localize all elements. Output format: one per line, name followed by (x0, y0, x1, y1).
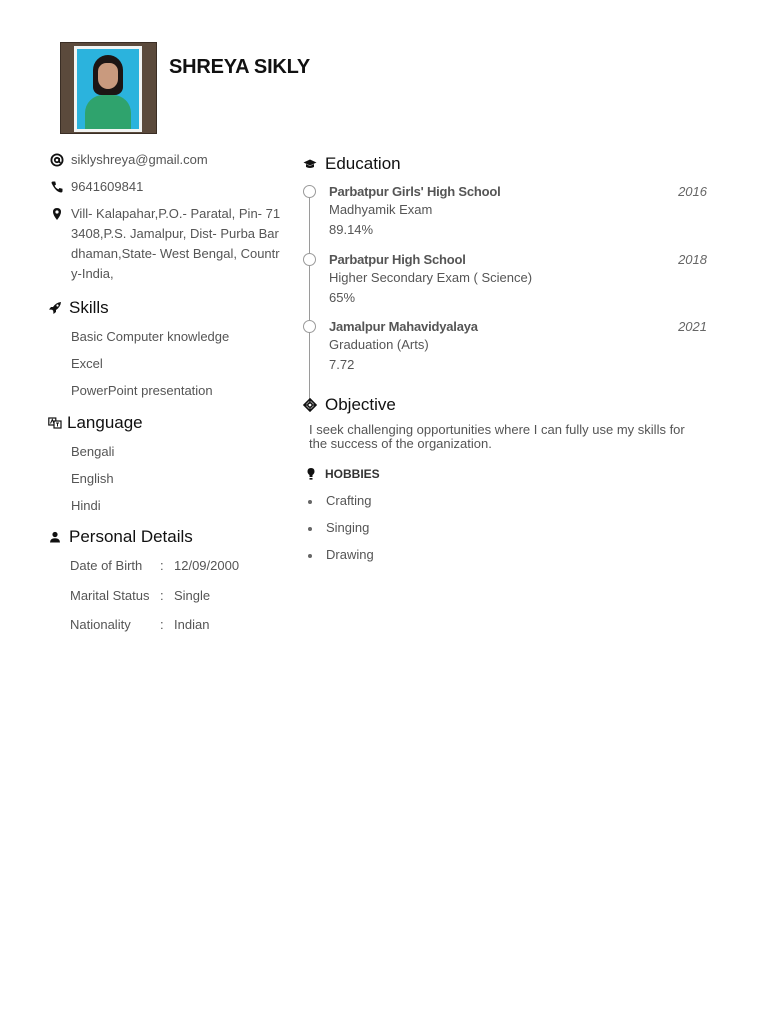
education-heading (303, 154, 713, 174)
hobby-item: Singing (303, 520, 713, 536)
hobbies-heading (303, 466, 713, 482)
exam-score: 65% (329, 289, 356, 305)
timeline-dot (303, 253, 316, 266)
pd-label: Date of Birth (70, 558, 143, 574)
personal-row-marital (70, 581, 288, 611)
pd-separator: : (160, 617, 164, 633)
pd-separator: : (160, 558, 164, 574)
profile-photo (60, 42, 157, 134)
photo-body (85, 95, 131, 129)
contact-phone (48, 177, 288, 197)
skills-title: Skills (69, 298, 109, 317)
school-name: Jamalpur Mahavidyalaya (329, 319, 478, 334)
rocket-icon (48, 301, 62, 315)
phone-text[interactable]: 9641609841 (71, 179, 144, 194)
pd-value: Single (174, 587, 211, 603)
contact-address (48, 204, 283, 284)
exam-name: Graduation (Arts) (329, 337, 429, 352)
hobbies-list (303, 493, 713, 563)
education-title: Education (325, 154, 401, 173)
photo-paper (74, 46, 142, 132)
education-year: 2021 (678, 319, 707, 334)
school-name: Parbatpur High School (329, 251, 466, 267)
left-column (48, 150, 288, 640)
phone-icon (50, 180, 64, 194)
education-timeline (303, 184, 713, 387)
exam-score: 7.72 (329, 357, 355, 372)
pd-value: Indian (174, 617, 210, 633)
email-text[interactable]: siklyshreya@gmail.com (71, 152, 208, 167)
address-text: Vill- Kalapahar,P.O.- Paratal, Pin- 713408,P.S. Jamalpur, Dist- Purba Bardhaman,State- West Bengal, Country-India, (71, 206, 281, 281)
exam-score: 89.14% (329, 222, 374, 237)
personal-details-table (48, 551, 288, 640)
pd-separator: : (160, 587, 164, 603)
map-pin-icon (50, 207, 64, 221)
translate-icon (48, 416, 62, 430)
personal-row-dob (70, 551, 288, 581)
language-heading (48, 413, 288, 433)
education-year: 2018 (678, 251, 707, 267)
pd-label: Nationality (70, 617, 131, 633)
skill-item: Basic Computer knowledge (71, 329, 230, 344)
lightbulb-icon (305, 467, 317, 481)
skill-item: Excel (71, 356, 103, 371)
at-icon (50, 153, 64, 167)
pd-value: 12/09/2000 (174, 558, 240, 574)
objective-heading (303, 395, 713, 415)
skill-item: PowerPoint presentation (71, 383, 213, 398)
education-entry (303, 319, 713, 387)
hobbies-title: HOBBIES (325, 466, 380, 481)
exam-name: Higher Secondary Exam ( Science) (329, 269, 533, 285)
hobby-item: Crafting (303, 493, 713, 509)
objective-text: I seek challenging opportunities where I can fully use my skills for the success of the organization. (309, 421, 685, 451)
photo-face (98, 63, 118, 89)
right-column (303, 154, 713, 563)
language-list (48, 444, 288, 514)
education-year: 2016 (678, 184, 707, 199)
person-icon (48, 530, 62, 544)
pd-label: Marital Status (70, 587, 150, 603)
candidate-name: SHREYA SIKLY (169, 56, 310, 78)
photo-background (77, 49, 139, 129)
timeline-dot (303, 185, 316, 198)
education-entry (303, 252, 713, 320)
personal-details-title: Personal Details (69, 527, 193, 546)
objective-title: Objective (325, 394, 396, 414)
education-entry (303, 184, 713, 252)
school-name: Parbatpur Girls' High School (329, 184, 501, 199)
graduation-cap-icon (303, 157, 317, 171)
language-item: English (71, 471, 114, 486)
hobby-item: Drawing (303, 547, 713, 563)
contact-email (48, 150, 288, 170)
skills-list (48, 329, 288, 399)
language-title: Language (67, 413, 143, 432)
personal-details-heading (48, 527, 288, 547)
timeline-dot (303, 320, 316, 333)
personal-row-nationality (70, 610, 288, 640)
language-item: Hindi (71, 498, 101, 513)
exam-name: Madhyamik Exam (329, 202, 433, 217)
language-item: Bengali (71, 444, 115, 459)
skills-heading (48, 298, 288, 318)
crosshair-icon (303, 398, 317, 412)
